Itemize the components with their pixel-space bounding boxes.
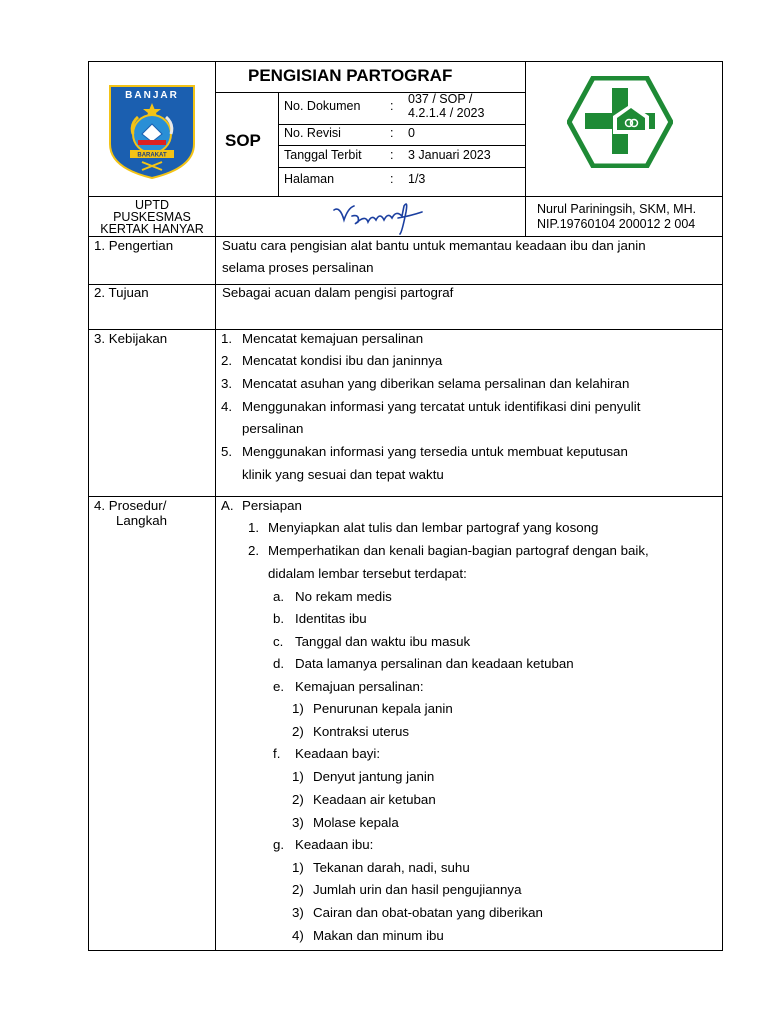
kebijakan-item: Menggunakan informasi yang tercatat untuk identifikasi dini penyulit bbox=[242, 399, 641, 414]
prosedur-letter-item: Keadaan ibu: bbox=[295, 837, 374, 852]
prosedur-sub-num: 1) bbox=[292, 769, 304, 784]
field-row-line bbox=[278, 124, 525, 125]
kebijakan-num: 4. bbox=[221, 399, 233, 414]
field-row-line bbox=[278, 145, 525, 146]
section-label-pengertian: 1. Pengertian bbox=[94, 238, 174, 253]
prosedur-sub-num: 4) bbox=[292, 928, 304, 943]
prosedur-step: Memperhatikan dan kenali bagian-bagian partograf dengan baik, bbox=[268, 543, 649, 558]
kebijakan-num: 5. bbox=[221, 444, 233, 459]
prosedur-letter: f. bbox=[273, 746, 281, 761]
col-divider bbox=[215, 61, 216, 951]
field-sep: : bbox=[390, 148, 394, 162]
section-label-kebijakan: 3. Kebijakan bbox=[94, 331, 168, 346]
prosedur-sub-item: Denyut jantung janin bbox=[313, 769, 435, 784]
kebijakan-item-cont: klinik yang sesuai dan tepat waktu bbox=[242, 467, 444, 482]
border-right bbox=[722, 61, 723, 951]
prosedur-a-text: Persiapan bbox=[242, 498, 302, 513]
org-line-1: UPTD bbox=[134, 198, 170, 212]
prosedur-letter: e. bbox=[273, 679, 285, 694]
field-value-halaman: 1/3 bbox=[408, 172, 426, 186]
svg-text:BARAKAT: BARAKAT bbox=[137, 152, 167, 159]
kebijakan-item: Mencatat kondisi ibu dan janinnya bbox=[242, 353, 443, 368]
prosedur-step-num: 1. bbox=[248, 520, 260, 535]
section-label-prosedur: 4. Prosedur/ bbox=[94, 498, 167, 513]
field-value-terbit: 3 Januari 2023 bbox=[408, 148, 491, 162]
prosedur-letter: g. bbox=[273, 837, 285, 852]
field-label-halaman: Halaman bbox=[284, 172, 335, 186]
prosedur-sub-item: Tekanan darah, nadi, suhu bbox=[313, 860, 470, 875]
prosedur-sub-num: 2) bbox=[292, 792, 304, 807]
field-row-line bbox=[278, 167, 525, 168]
border-bottom bbox=[88, 950, 723, 951]
kebijakan-item: Menggunakan informasi yang tersedia untuk membuat keputusan bbox=[242, 444, 628, 459]
signer-nip: NIP.19760104 200012 2 004 bbox=[537, 217, 696, 231]
header-right-divider bbox=[525, 61, 526, 237]
signature-image bbox=[330, 198, 430, 236]
prosedur-sub-item: Makan dan minum ibu bbox=[313, 928, 444, 943]
tujuan-text: Sebagai acuan dalam pengisi partograf bbox=[222, 285, 454, 300]
org-line-2: PUSKESMAS bbox=[113, 210, 191, 224]
prosedur-sub-num: 1) bbox=[292, 701, 304, 716]
field-label-dokumen: No. Dokumen bbox=[284, 99, 361, 113]
kebijakan-num: 2. bbox=[221, 353, 233, 368]
field-value-revisi: 0 bbox=[408, 126, 415, 140]
prosedur-letter: d. bbox=[273, 656, 285, 671]
prosedur-letter: c. bbox=[273, 634, 284, 649]
prosedur-letter-item: Keadaan bayi: bbox=[295, 746, 381, 761]
prosedur-sub-num: 3) bbox=[292, 905, 304, 920]
prosedur-sub-num: 2) bbox=[292, 882, 304, 897]
prosedur-step: Menyiapkan alat tulis dan lembar partograf yang kosong bbox=[268, 520, 599, 535]
field-sep: : bbox=[390, 172, 394, 186]
section-label-langkah: Langkah bbox=[116, 513, 168, 528]
border-top bbox=[88, 61, 723, 62]
prosedur-letter-item: Tanggal dan waktu ibu masuk bbox=[295, 634, 471, 649]
sig-row-bottom bbox=[88, 236, 723, 237]
prosedur-letter-item: Kemajuan persalinan: bbox=[295, 679, 424, 694]
prosedur-step-cont: didalam lembar tersebut terdapat: bbox=[268, 566, 467, 581]
kebijakan-item: Mencatat asuhan yang diberikan selama persalinan dan kelahiran bbox=[242, 376, 630, 391]
pengertian-line-2: selama proses persalinan bbox=[222, 260, 374, 275]
prosedur-sub-item: Penurunan kepala janin bbox=[313, 701, 453, 716]
field-label-terbit: Tanggal Terbit bbox=[284, 148, 362, 162]
prosedur-letter-item: Identitas ibu bbox=[295, 611, 367, 626]
prosedur-sub-item: Molase kepala bbox=[313, 815, 399, 830]
border-left bbox=[88, 61, 89, 951]
prosedur-sub-item: Keadaan air ketuban bbox=[313, 792, 436, 807]
field-sep: : bbox=[390, 99, 394, 113]
page-title: PENGISIAN PARTOGRAF bbox=[248, 66, 453, 85]
banjar-logo bbox=[108, 84, 196, 180]
prosedur-sub-item: Cairan dan obat-obatan yang diberikan bbox=[313, 905, 543, 920]
title-bottom bbox=[215, 92, 525, 93]
prosedur-letter-item: Data lamanya persalinan dan keadaan ketuban bbox=[295, 656, 574, 671]
section-label-tujuan: 2. Tujuan bbox=[94, 285, 149, 300]
prosedur-sub-num: 2) bbox=[292, 724, 304, 739]
prosedur-letter: b. bbox=[273, 611, 285, 626]
row-sep bbox=[88, 329, 723, 330]
signer-name: Nurul Pariningsih, SKM, MH. bbox=[537, 202, 697, 216]
prosedur-sub-num: 3) bbox=[292, 815, 304, 830]
row-sep bbox=[88, 496, 723, 497]
prosedur-sub-item: Kontraksi uterus bbox=[313, 724, 410, 739]
kebijakan-item-cont: persalinan bbox=[242, 421, 304, 436]
prosedur-letter: a. bbox=[273, 589, 285, 604]
header-bottom bbox=[88, 196, 723, 197]
svg-text:BANJAR: BANJAR bbox=[125, 90, 179, 101]
field-sep: : bbox=[390, 126, 394, 140]
field-label-revisi: No. Revisi bbox=[284, 126, 341, 140]
sop-label: SOP bbox=[225, 131, 261, 150]
org-line-3: KERTAK HANYAR bbox=[100, 222, 204, 236]
kebijakan-item: Mencatat kemajuan persalinan bbox=[242, 331, 424, 346]
prosedur-sub-num: 1) bbox=[292, 860, 304, 875]
sop-divider bbox=[278, 92, 279, 196]
prosedur-a-num: A. bbox=[221, 498, 234, 513]
kebijakan-num: 3. bbox=[221, 376, 233, 391]
prosedur-letter-item: No rekam medis bbox=[295, 589, 392, 604]
prosedur-step-num: 2. bbox=[248, 543, 260, 558]
kebijakan-num: 1. bbox=[221, 331, 233, 346]
field-value-dokumen-1: 037 / SOP / bbox=[408, 92, 473, 106]
field-value-dokumen-2: 4.2.1.4 / 2023 bbox=[408, 106, 485, 120]
puskesmas-logo bbox=[567, 76, 673, 168]
prosedur-sub-item: Jumlah urin dan hasil pengujiannya bbox=[313, 882, 522, 897]
pengertian-line-1: Suatu cara pengisian alat bantu untuk memantau keadaan ibu dan janin bbox=[222, 238, 646, 253]
